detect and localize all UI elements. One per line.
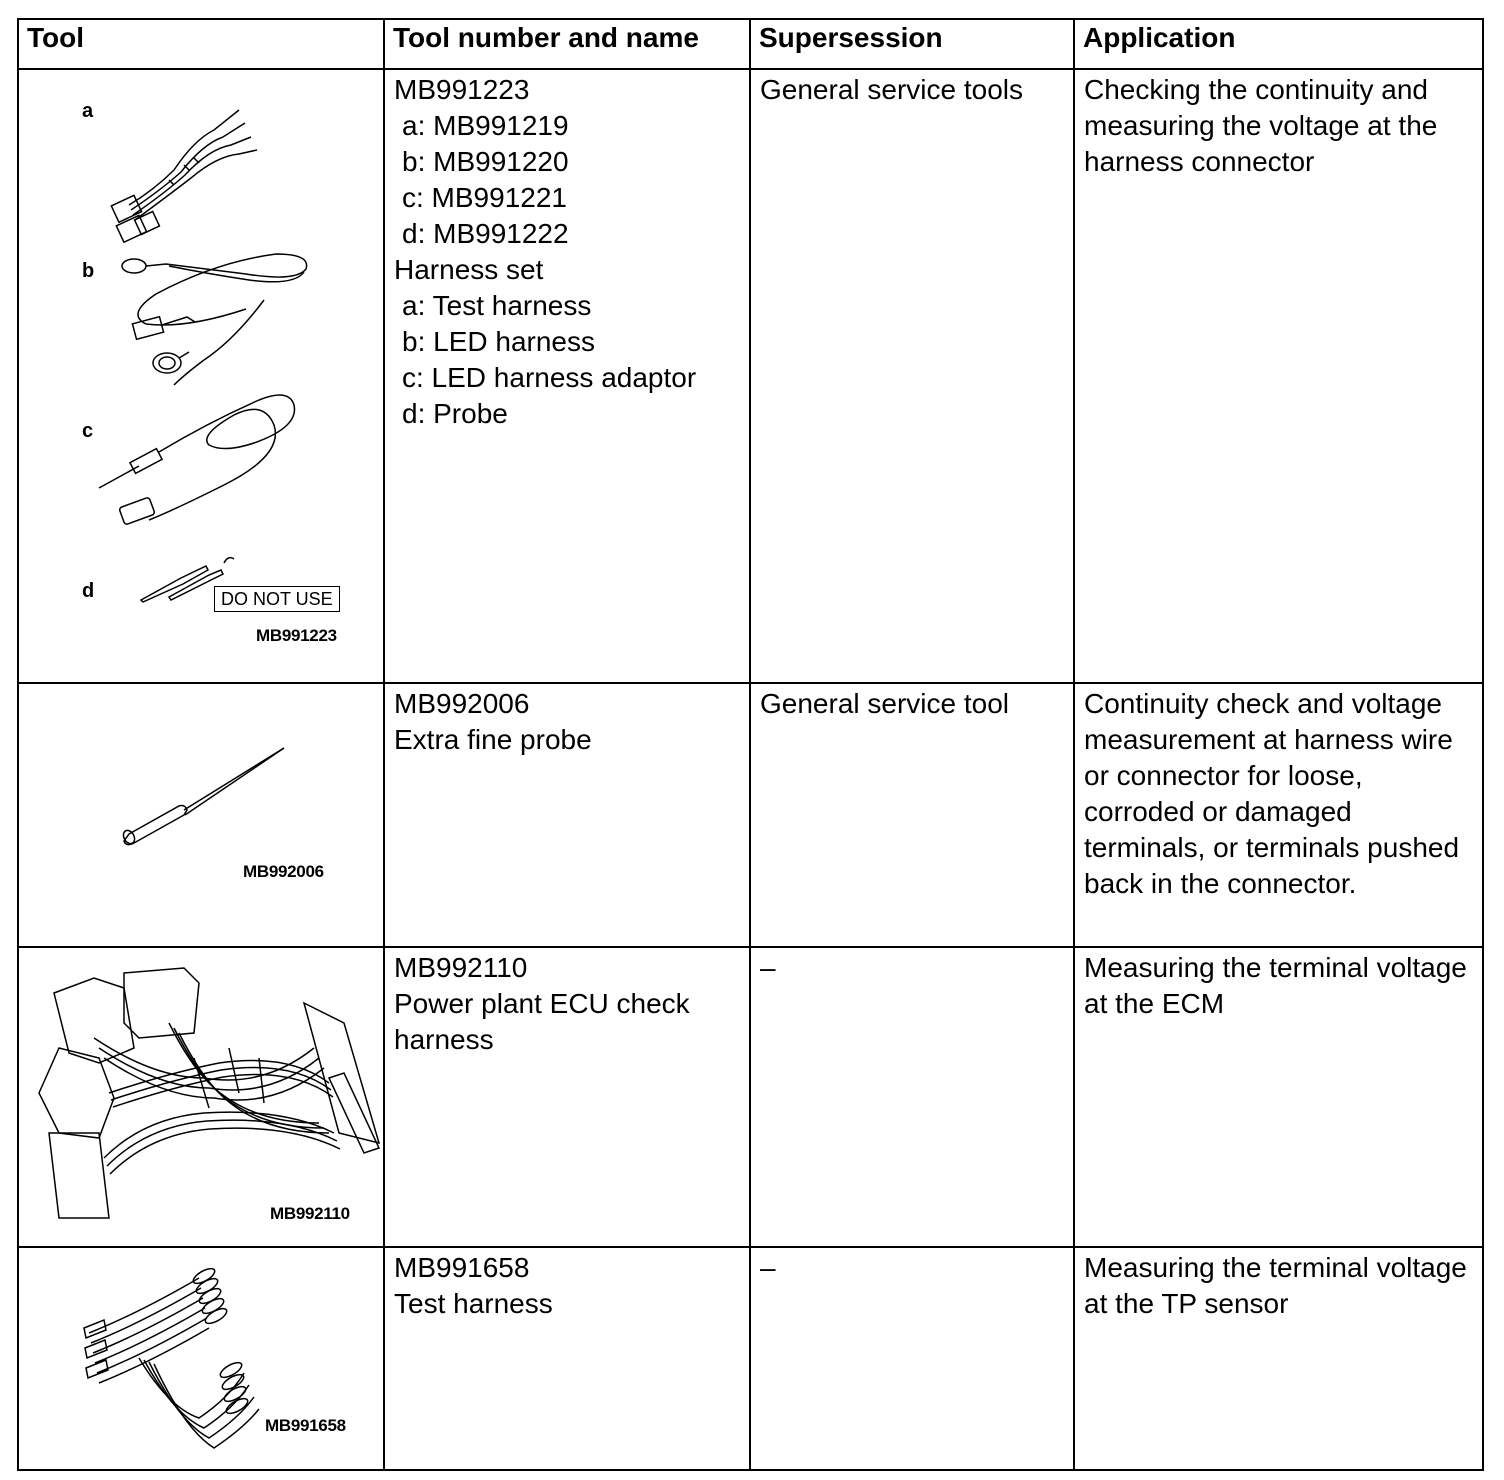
application-cell: Checking the continuity and measuring the voltage at the harness connector	[1074, 69, 1483, 683]
header-supersession: Supersession	[750, 19, 1074, 69]
supersession-cell: General service tools	[750, 69, 1074, 683]
tool-number: MB992006	[394, 688, 530, 719]
ecu-check-harness-illustration	[19, 948, 385, 1248]
table-row	[18, 1247, 1483, 1470]
tool-illustration-cell	[18, 947, 384, 1247]
supersession-cell: –	[750, 947, 1074, 1247]
tool-number: MB991658	[394, 1252, 530, 1283]
led-harness-adaptor-icon	[99, 395, 295, 525]
tool-number-name-cell	[384, 683, 750, 947]
sub-letter-b: b	[82, 260, 95, 282]
sub-tool-number: d: MB991222	[402, 218, 569, 249]
test-harness-illustration	[19, 1248, 385, 1471]
header-tool-number-name: Tool number and name	[384, 19, 750, 69]
application-cell: Measuring the terminal voltage at the ECM	[1074, 947, 1483, 1247]
sub-tool-number: b: MB991220	[402, 146, 569, 177]
tool-number: MB991223	[394, 74, 530, 105]
tool-number-name-cell	[384, 947, 750, 1247]
tool-name: Extra fine probe	[394, 724, 592, 755]
sub-tool-name: b: LED harness	[402, 326, 595, 357]
tool-illustration-cell	[18, 683, 384, 947]
do-not-use-warning: DO NOT USE	[214, 586, 340, 612]
sub-letter-d: d	[82, 580, 95, 602]
tool-image-label: MB991658	[265, 1416, 346, 1435]
sub-tool-number: c: MB991221	[402, 182, 567, 213]
table-row	[18, 683, 1483, 947]
tool-name: Harness set	[394, 254, 544, 285]
header-row	[18, 19, 1483, 69]
test-harness-icon	[111, 110, 257, 242]
sub-tool-number: a: MB991219	[402, 110, 569, 141]
header-tool: Tool	[18, 19, 384, 69]
sub-tool-name: d: Probe	[402, 398, 508, 429]
tool-illustration-cell	[18, 1247, 384, 1470]
tool-name: Test harness	[394, 1288, 553, 1319]
supersession-cell: General service tool	[750, 683, 1074, 947]
tool-image-label: MB992110	[270, 1204, 350, 1223]
tool-name: Power plant ECU check harness	[394, 988, 690, 1055]
special-tools-table	[17, 18, 1484, 1471]
header-application: Application	[1074, 19, 1483, 69]
extra-fine-probe-illustration	[19, 684, 385, 948]
application-cell: Measuring the terminal voltage at the TP sensor	[1074, 1247, 1483, 1470]
table-row	[18, 69, 1483, 683]
tool-image-label: MB991223	[256, 626, 337, 645]
supersession-cell: –	[750, 1247, 1074, 1470]
tool-number-name-cell	[384, 69, 750, 683]
led-harness-icon	[122, 254, 307, 385]
sub-letter-c: c	[82, 420, 94, 442]
tool-illustration-cell	[18, 69, 384, 683]
tool-number-name-cell	[384, 1247, 750, 1470]
sub-letter-a: a	[82, 100, 94, 122]
tool-image-label: MB992006	[243, 862, 324, 881]
sub-tool-name: c: LED harness adaptor	[402, 362, 697, 393]
tool-number: MB992110	[394, 952, 528, 983]
sub-tool-name: a: Test harness	[402, 290, 592, 321]
table-row	[18, 947, 1483, 1247]
application-cell: Continuity check and voltage measurement at harness wire or connector for loose, corroded or damaged terminals, or terminals pushed back in the connector.	[1074, 683, 1483, 947]
